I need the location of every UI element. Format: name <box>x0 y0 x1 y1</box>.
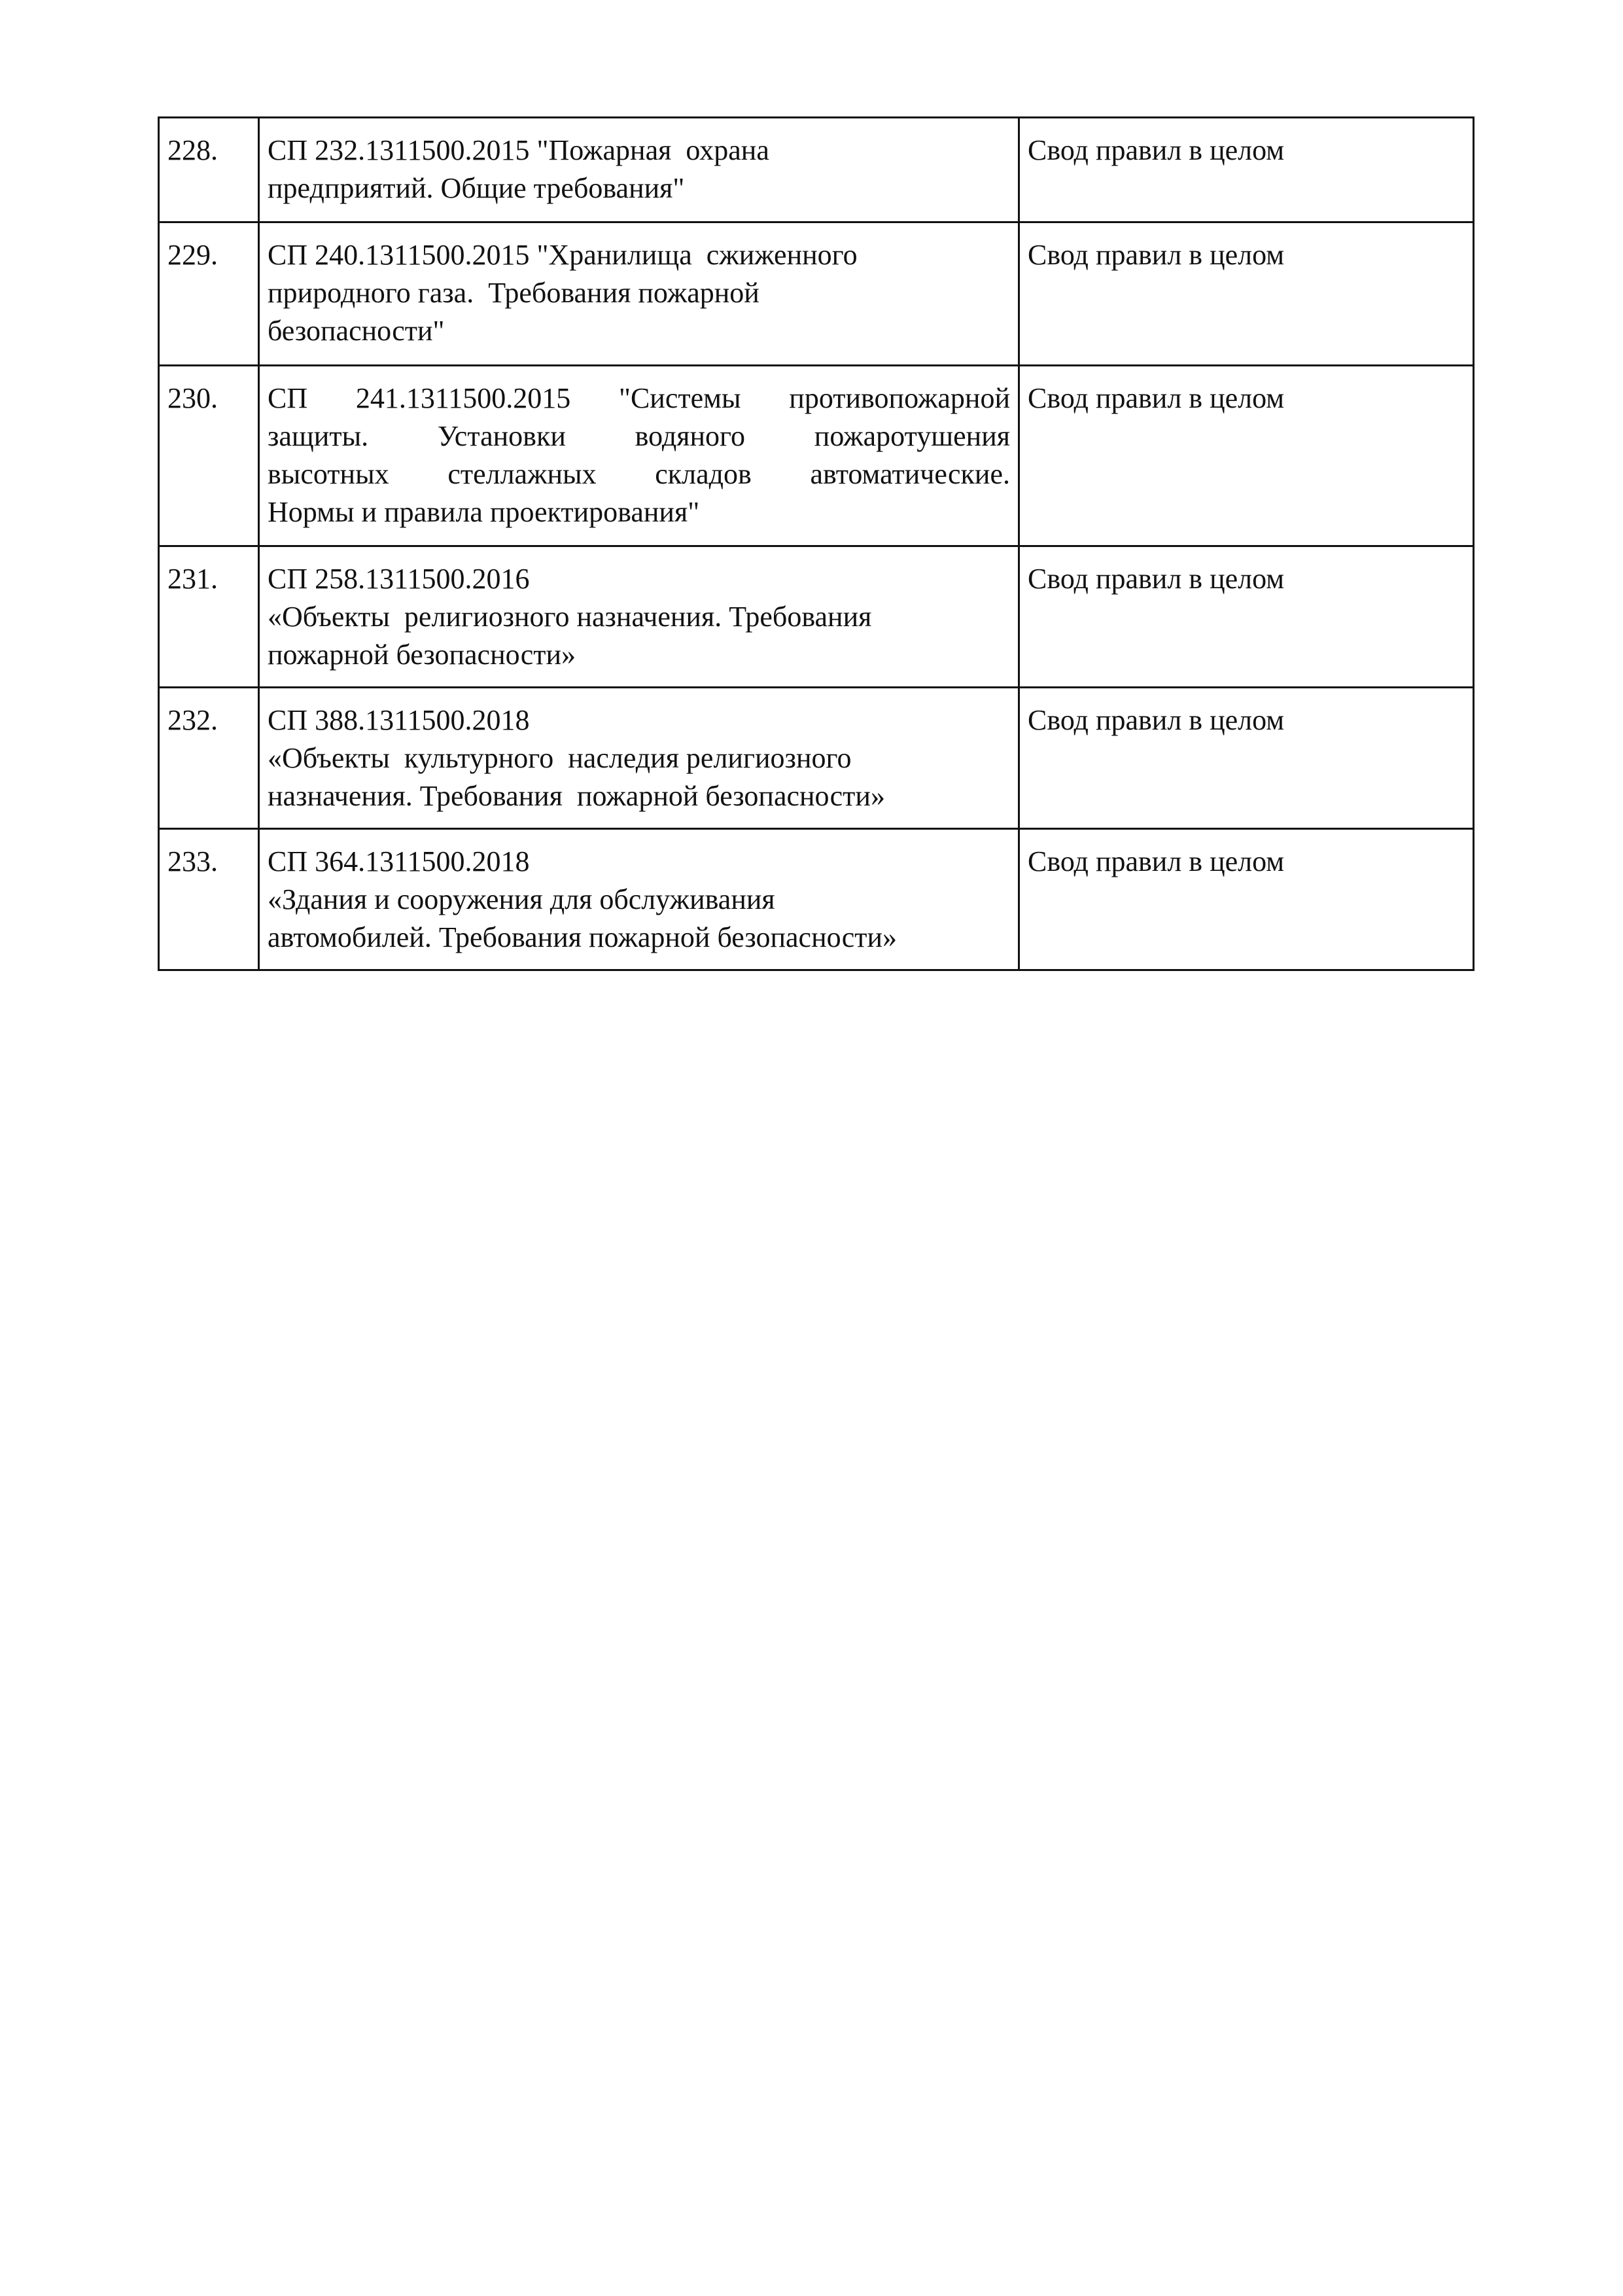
regulation-title <box>259 366 1019 546</box>
scope-cell: Свод правил в целом <box>1019 546 1474 688</box>
title-line: СП 388.1311500.2018 <box>268 704 530 736</box>
table-row <box>159 688 1474 829</box>
scope-cell: Свод правил в целом <box>1019 366 1474 546</box>
title-line: СП 240.1311500.2015 "Хранилища сжиженного <box>268 239 858 271</box>
regulation-title <box>259 688 1019 829</box>
row-number: 232. <box>159 688 259 829</box>
title-line: СП 364.1311500.2018 <box>268 845 530 877</box>
table-row <box>159 829 1474 970</box>
title-line: СП 258.1311500.2016 <box>268 563 530 595</box>
table-row <box>159 118 1474 222</box>
scope-cell: Свод правил в целом <box>1019 118 1474 222</box>
row-number: 231. <box>159 546 259 688</box>
regulation-title <box>259 222 1019 366</box>
title-line: «Объекты культурного наследия религиозного <box>268 742 852 774</box>
regulation-title <box>259 118 1019 222</box>
row-number: 233. <box>159 829 259 970</box>
title-line: пожарной безопасности» <box>268 639 576 671</box>
title-line: СП 241.1311500.2015 "Системы противопожарной <box>268 382 1010 414</box>
scope-cell: Свод правил в целом <box>1019 688 1474 829</box>
scope-cell: Свод правил в целом <box>1019 222 1474 366</box>
table-row <box>159 366 1474 546</box>
title-line: «Здания и сооружения для обслуживания <box>268 883 775 915</box>
title-line: Нормы и правила проектирования" <box>268 496 700 528</box>
title-line: природного газа. Требования пожарной <box>268 277 759 309</box>
scope-cell: Свод правил в целом <box>1019 829 1474 970</box>
regulation-title <box>259 546 1019 688</box>
regulations-table <box>158 116 1475 971</box>
table-row <box>159 222 1474 366</box>
title-line: предприятий. Общие требования" <box>268 172 685 204</box>
title-line: назначения. Требования пожарной безопасности» <box>268 780 885 812</box>
regulation-title <box>259 829 1019 970</box>
table-row <box>159 546 1474 688</box>
title-line: защиты. Установки водяного пожаротушения <box>268 420 1010 452</box>
title-line: СП 232.1311500.2015 "Пожарная охрана <box>268 134 769 166</box>
title-line: автомобилей. Требования пожарной безопасности» <box>268 921 898 953</box>
row-number: 230. <box>159 366 259 546</box>
row-number: 229. <box>159 222 259 366</box>
title-line: высотных стеллажных складов автоматические. <box>268 458 1010 490</box>
title-line: «Объекты религиозного назначения. Требования <box>268 601 872 633</box>
row-number: 228. <box>159 118 259 222</box>
title-line: безопасности" <box>268 315 445 347</box>
